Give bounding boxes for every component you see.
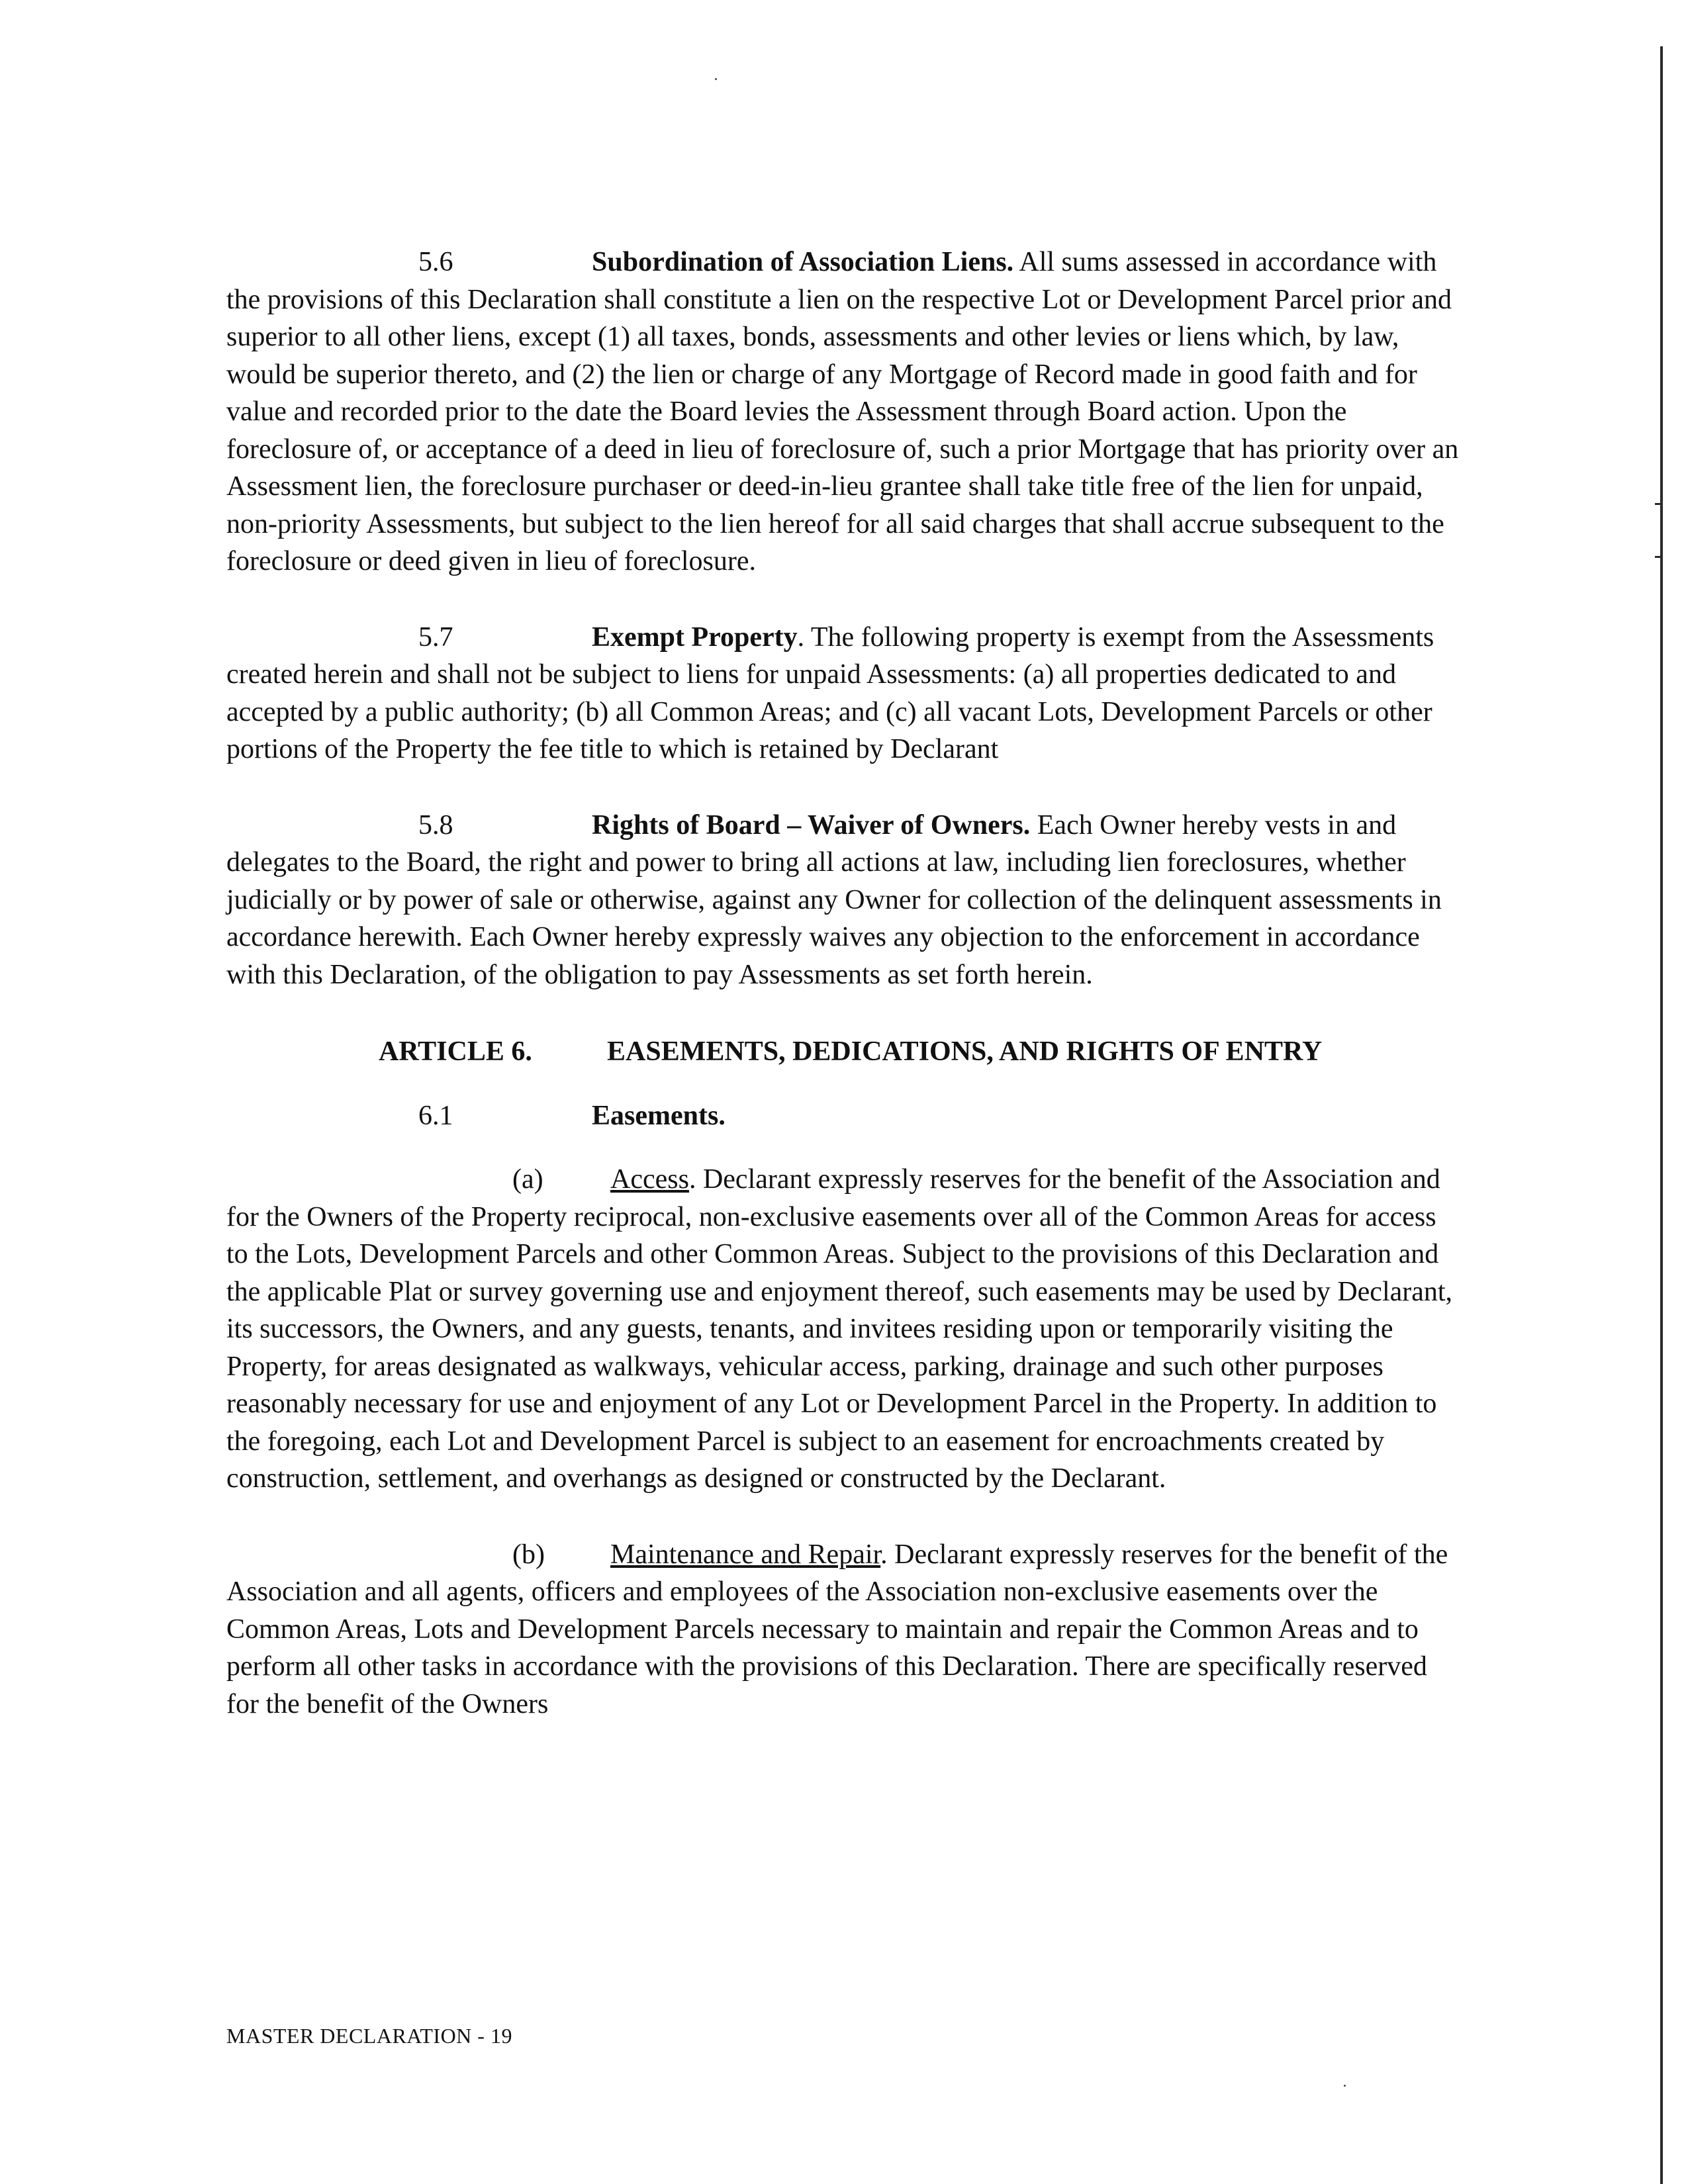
section-5-7 [226,619,1463,768]
section-heading: Rights of Board – Waiver of Owners. [592,809,1031,841]
subsection-label: (b) [512,1539,545,1570]
subsection-label: (a) [512,1164,543,1195]
article-title: EASEMENTS, DEDICATIONS, AND RIGHTS OF ENTRY [607,1036,1323,1067]
subsection-a [226,1161,1463,1498]
section-text: . The following property is exempt from the Assessments created herein and shall not be subject to liens for unpaid Assessments: (a) all properties dedicated to and accepted by a public authority; (b) all Common Areas; and (c) all vacant Lots, Development Parcels or other portions of the Property the fee title to which is retained by Declarant [226,621,1434,764]
section-heading: Exempt Property [592,621,798,653]
subsection-heading: Access [610,1164,689,1195]
article-number: ARTICLE 6. [379,1036,532,1067]
scan-speck [715,78,717,80]
section-5-8 [226,807,1463,994]
subsection-b [226,1536,1463,1723]
subsection-text: . Declarant expressly reserves for the benefit of the Association and all agents, officers and employees of the Association non-exclusive easements over the Common Areas, Lots and Development Parcels necessary to maintain and repair the Common Areas and to perform all other tasks in accordance with the provisions of this Declaration. There are specifically reserved for the benefit of the Owners [226,1539,1448,1719]
page-footer: MASTER DECLARATION - 19 [226,2024,512,2048]
section-number: 5.7 [418,621,453,653]
scan-speck [1344,2085,1346,2087]
scan-edge-tick [1655,556,1663,558]
document-body [226,244,1463,1761]
section-number: 5.8 [418,809,453,841]
section-number: 5.6 [418,247,453,277]
subsection-heading: Maintenance and Repair [610,1539,881,1570]
section-6-1 [226,1097,1463,1135]
section-5-6 [226,244,1463,580]
scan-edge-tick [1655,503,1663,505]
article-6-heading [226,1033,1463,1071]
section-heading: Easements. [592,1100,726,1131]
section-number: 6.1 [418,1100,453,1131]
subsection-text: . Declarant expressly reserves for the benefit of the Association and for the Owners of the Property reciprocal, non-exclusive easements over all of the Common Areas for access to the Lots, Development Parcels and other Common Areas. Subject to the provisions of this Declaration and the applicable Plat or survey governing use and enjoyment thereof, such easements may be used by Declarant, its successors, the Owners, and any guests, tenants, and invitees residing upon or temporarily visiting the Property, for areas designated as walkways, vehicular access, parking, drainage and such other purposes reasonably necessary for use and enjoyment of any Lot or Development Parcel in the Property. In addition to the foregoing, each Lot and Development Parcel is subject to an easement for encroachments created by construction, settlement, and overhangs as designed or constructed by the Declarant. [226,1164,1453,1494]
section-heading: Subordination of Association Liens. [592,247,1014,277]
section-text: All sums assessed in accordance with the provisions of this Declaration shall constitute a lien on the respective Lot or Development Parcel prior and superior to all other liens, except (1) all taxes, bonds, assessments and other levies or liens which, by law, would be superior thereto, and (2) the lien or charge of any Mortgage of Record made in good faith and for value and recorded prior to the date the Board levies the Assessment through Board action. Upon the foreclosure of, or acceptance of a deed in lieu of foreclosure of, such a prior Mortgage that has priority over an Assessment lien, the foreclosure purchaser or deed-in-lieu grantee shall take title free of the lien for unpaid, non-priority Assessments, but subject to the lien hereof for all said charges that shall accrue subsequent to the foreclosure or deed given in lieu of foreclosure. [226,247,1459,576]
section-text: Each Owner hereby vests in and delegates to the Board, the right and power to bring all actions at law, including lien foreclosures, whether judicially or by power of sale or otherwise, against any Owner for collection of the delinquent assessments in accordance herewith. Each Owner hereby expressly waives any objection to the enforcement in accordance with this Declaration, of the obligation to pay Assessments as set forth herein. [226,809,1442,990]
scan-edge-line [1660,46,1663,2184]
